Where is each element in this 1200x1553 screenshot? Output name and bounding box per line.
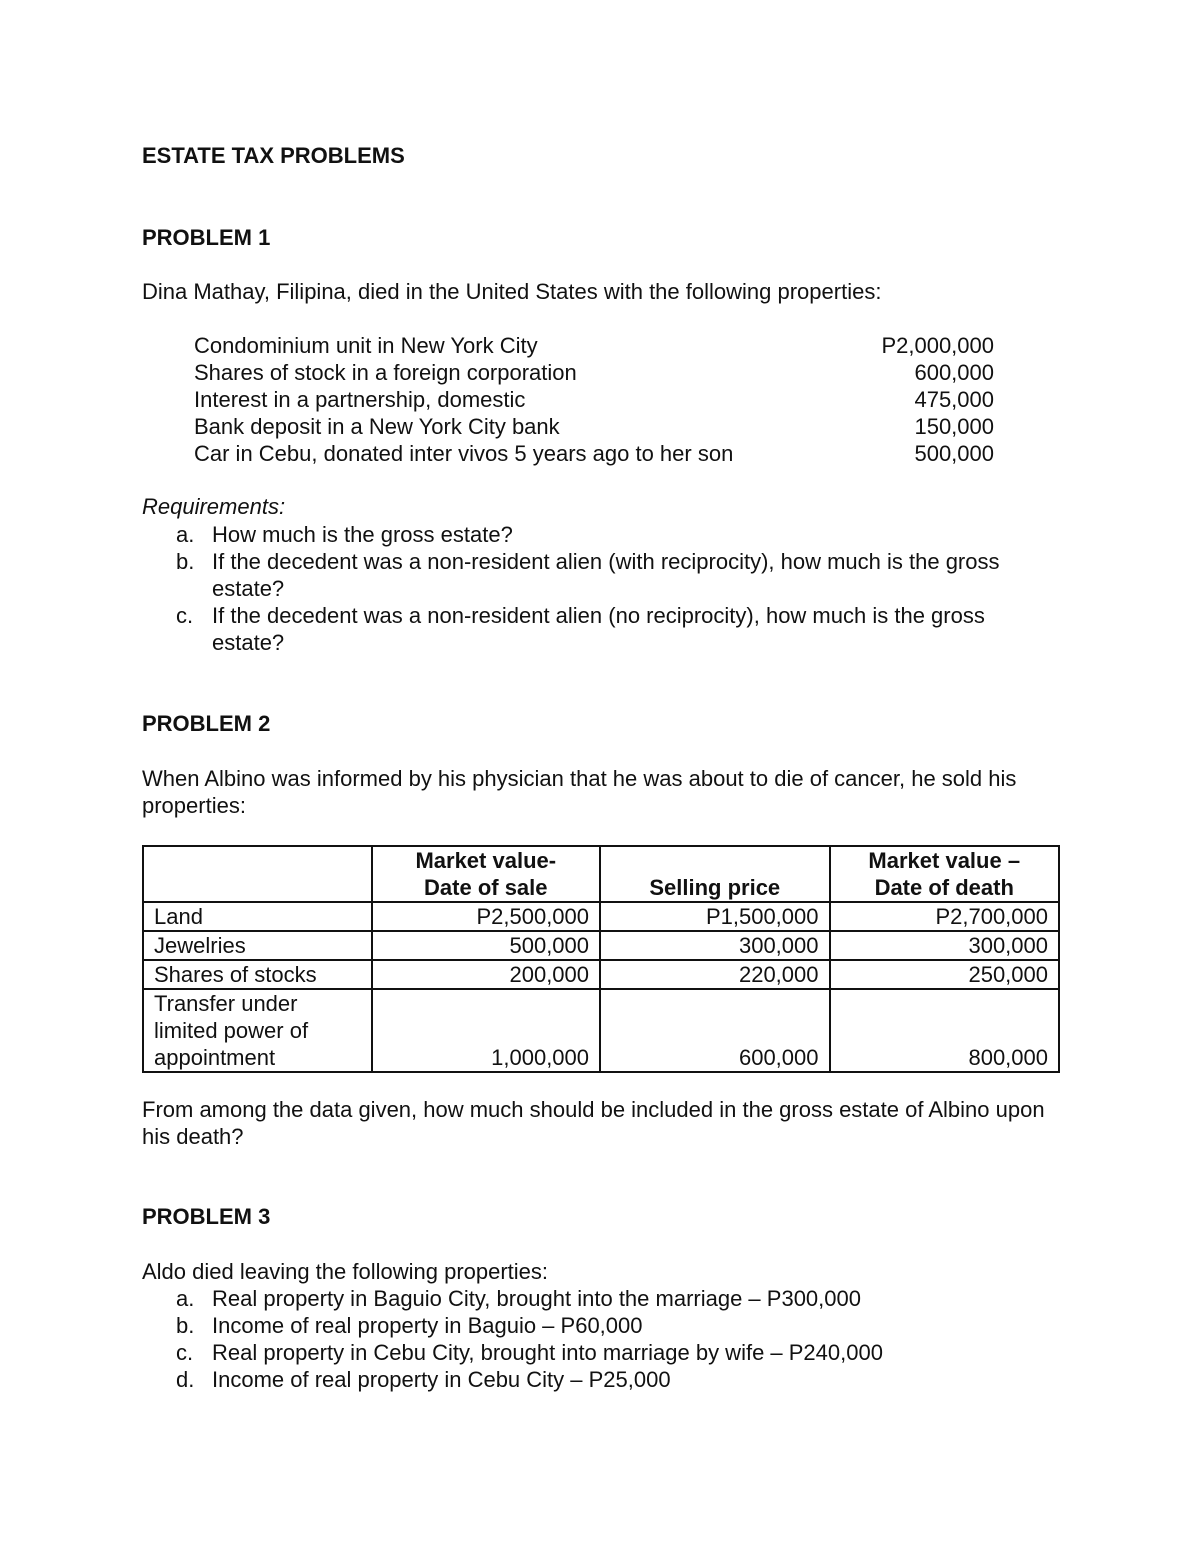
property-row xyxy=(194,413,994,440)
property-label: Interest in a partnership, domestic xyxy=(194,387,526,412)
list-item xyxy=(142,521,1060,548)
property-label: Bank deposit in a New York City bank xyxy=(194,414,560,439)
list-marker: b. xyxy=(176,1313,195,1338)
problem-2-heading: PROBLEM 2 xyxy=(142,711,271,736)
property-label: Car in Cebu, donated inter vivos 5 years ago to her son xyxy=(194,441,734,466)
requirements-title: Requirements: xyxy=(142,494,286,519)
value-cell: 800,000 xyxy=(830,989,1060,1072)
problem-1-property-list xyxy=(194,332,994,467)
value-cell: 1,000,000 xyxy=(372,989,600,1072)
property-amount: 500,000 xyxy=(914,441,994,466)
table-row xyxy=(143,989,1059,1072)
list-item xyxy=(142,548,1060,602)
item-text: Income of real property in Baguio – P60,000 xyxy=(212,1313,643,1338)
document-title: ESTATE TAX PROBLEMS xyxy=(142,143,405,168)
sale-table xyxy=(142,845,1060,1073)
value-cell: 300,000 xyxy=(600,931,829,960)
table-row xyxy=(143,960,1059,989)
item-cell: Shares of stocks xyxy=(143,960,372,989)
column-header xyxy=(143,846,372,902)
requirement-text: How much is the gross estate? xyxy=(212,522,513,547)
requirement-text: If the decedent was a non-resident alien (with reciprocity), how much is the gross estate? xyxy=(212,549,1000,601)
property-amount: P2,000,000 xyxy=(881,333,994,358)
property-row xyxy=(194,386,994,413)
property-amount: 475,000 xyxy=(914,387,994,412)
property-amount: 150,000 xyxy=(914,414,994,439)
property-row xyxy=(194,359,994,386)
property-row xyxy=(194,332,994,359)
property-label: Shares of stock in a foreign corporation xyxy=(194,360,577,385)
value-cell: 600,000 xyxy=(600,989,829,1072)
list-marker: c. xyxy=(176,603,194,628)
item-text: Income of real property in Cebu City – P25,000 xyxy=(212,1367,671,1392)
list-marker: d. xyxy=(176,1367,195,1392)
requirements-list xyxy=(142,521,1060,656)
list-marker: c. xyxy=(176,1340,194,1365)
list-marker: a. xyxy=(176,522,195,547)
table-row xyxy=(143,931,1059,960)
value-cell: P2,700,000 xyxy=(830,902,1060,931)
list-item xyxy=(142,1339,1060,1366)
property-amount: 600,000 xyxy=(914,360,994,385)
value-cell: 500,000 xyxy=(372,931,600,960)
value-cell: 200,000 xyxy=(372,960,600,989)
problem-3-items xyxy=(142,1285,1060,1393)
problem-1-intro: Dina Mathay, Filipina, died in the United States with the following properties: xyxy=(142,279,882,304)
item-text: Real property in Cebu City, brought into marriage by wife – P240,000 xyxy=(212,1340,883,1365)
problem-3-intro: Aldo died leaving the following properties: xyxy=(142,1259,549,1284)
problem-1-heading: PROBLEM 1 xyxy=(142,225,271,250)
property-row xyxy=(194,440,994,467)
list-item xyxy=(142,602,1060,656)
list-item xyxy=(142,1312,1060,1339)
list-marker: b. xyxy=(176,549,195,574)
table-header-row xyxy=(143,846,1059,902)
table-row xyxy=(143,902,1059,931)
value-cell: P2,500,000 xyxy=(372,902,600,931)
value-cell: 220,000 xyxy=(600,960,829,989)
problem-2-intro: When Albino was informed by his physician that he was about to die of cancer, he sold his properties: xyxy=(142,766,1017,818)
problem-2-question: From among the data given, how much should be included in the gross estate of Albino upon his death? xyxy=(142,1097,1045,1149)
item-cell: Transfer under limited power of appointment xyxy=(143,989,372,1072)
item-cell: Land xyxy=(143,902,372,931)
item-cell: Jewelries xyxy=(143,931,372,960)
value-cell: P1,500,000 xyxy=(600,902,829,931)
value-cell: 250,000 xyxy=(830,960,1060,989)
column-header: Market value- Date of sale xyxy=(372,846,600,902)
column-header: Selling price xyxy=(600,846,829,902)
property-label: Condominium unit in New York City xyxy=(194,333,538,358)
list-marker: a. xyxy=(176,1286,195,1311)
list-item xyxy=(142,1285,1060,1312)
list-item xyxy=(142,1366,1060,1393)
problem-3-heading: PROBLEM 3 xyxy=(142,1204,271,1229)
item-text: Real property in Baguio City, brought into the marriage – P300,000 xyxy=(212,1286,861,1311)
requirement-text: If the decedent was a non-resident alien (no reciprocity), how much is the gross estate? xyxy=(212,603,985,655)
column-header: Market value – Date of death xyxy=(830,846,1060,902)
value-cell: 300,000 xyxy=(830,931,1060,960)
